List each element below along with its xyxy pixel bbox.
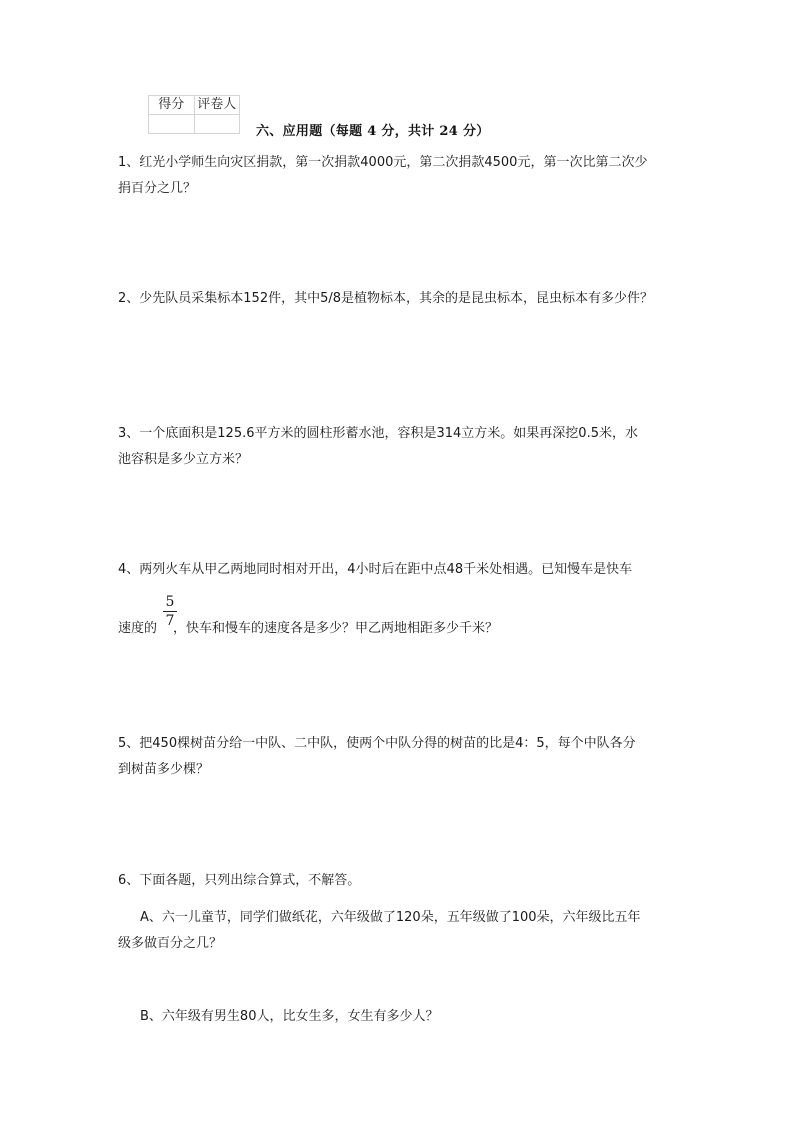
question-6a-line-1: A、六一儿童节，同学们做纸花，六年级做了120朵，五年级做了100朵，六年级比五年	[140, 910, 641, 925]
question-3-line-1: 3、一个底面积是125.6平方米的圆柱形蓄水池，容积是314立方米。如果再深挖0.5米，水	[118, 426, 638, 441]
fraction-numerator: 5	[165, 594, 175, 610]
question-1-line-2: 捐百分之几？	[118, 181, 197, 196]
score-cell	[149, 115, 195, 134]
question-1-line-1: 1、红光小学师生向灾区捐款，第一次捐款4000元，第二次捐款4500元，第一次比第二次少	[118, 155, 648, 170]
question-4-line-2-post: ，快车和慢车的速度各是多少？甲乙两地相距多少千米？	[173, 621, 499, 636]
question-3	[118, 421, 698, 473]
grader-header: 评卷人	[194, 96, 240, 115]
question-1	[118, 150, 698, 202]
question-3-line-2: 池容积是多少立方米？	[118, 452, 249, 467]
question-5-line-2: 到树苗多少棵？	[118, 762, 210, 777]
grader-cell	[194, 115, 240, 134]
question-4-line-2-pre: 速度的	[118, 621, 158, 636]
fraction-denominator: 7	[165, 613, 175, 629]
question-6b: B、六年级有男生80人，比女生多，女生有多少人？	[140, 1009, 439, 1024]
question-6: 6、下面各题，只列出综合算式，不解答。	[118, 873, 361, 888]
question-5-line-1: 5、把450棵树苗分给一中队、二中队，使两个中队分得的树苗的比是4：5，每个中队各分	[118, 736, 636, 751]
section-title: 六、应用题（每题 4 分，共计 24 分）	[256, 124, 490, 139]
question-6a-line-2: 级多做百分之几？	[118, 936, 223, 951]
score-header: 得分	[149, 96, 195, 115]
question-4-line-1: 4、两列火车从甲乙两地同时相对开出，4小时后在距中点48千米处相遇。已知慢车是快车	[118, 562, 633, 577]
question-6a	[118, 905, 698, 957]
question-2	[118, 286, 698, 312]
fraction-bar	[163, 611, 177, 612]
question-5	[118, 731, 698, 783]
score-table	[148, 95, 240, 134]
question-2-text: 2、少先队员采集标本152件，其中5/8是植物标本，其余的是昆虫标本，昆虫标本有多少件？	[118, 291, 654, 306]
question-4-line-2	[118, 616, 698, 642]
